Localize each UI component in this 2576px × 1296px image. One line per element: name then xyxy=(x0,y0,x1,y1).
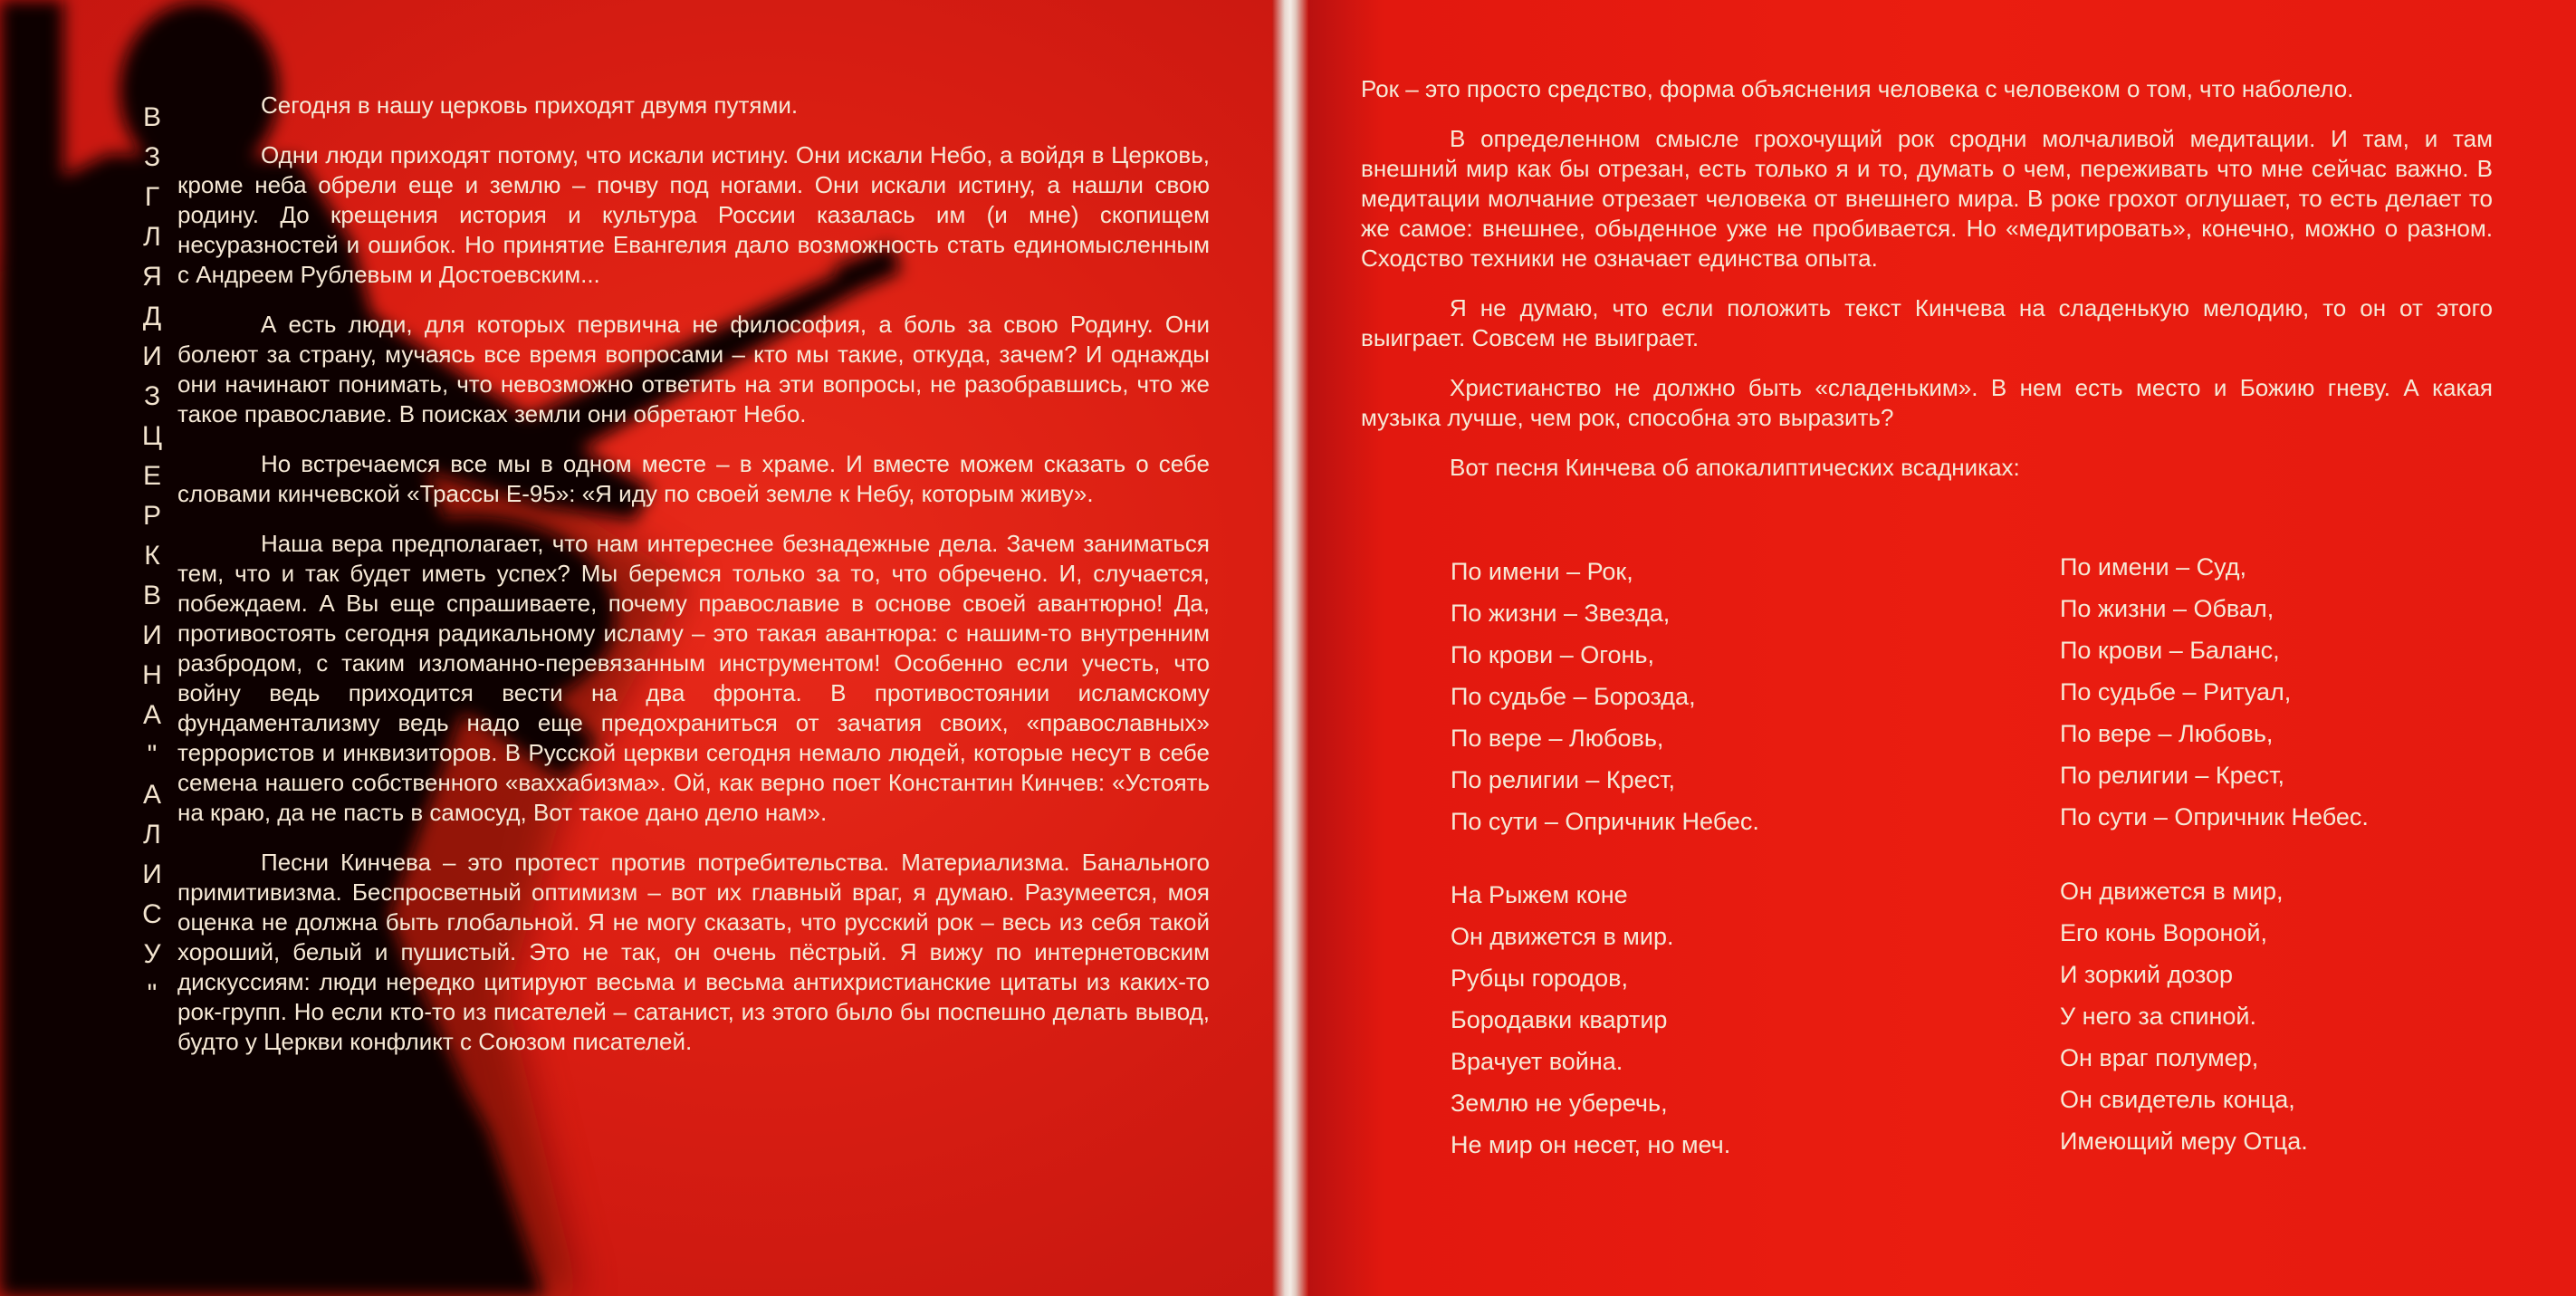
poem-line: По вере – Любовь, xyxy=(2060,720,2274,747)
poem-line: По судьбе – Борозда, xyxy=(1451,683,1696,710)
right-article-text xyxy=(1361,74,2493,503)
poem-line: У него за спиной. xyxy=(2060,1003,2256,1030)
poem-line: На Рыжем коне xyxy=(1451,881,1628,908)
vertical-title-letter: З xyxy=(143,142,161,172)
left-paragraph: А есть люди, для которых первична не философия, а боль за свою Родину. Они болеют за страну, мучаясь все время вопросами – кто мы такие, откуда, зачем? И однажды они начинают понимать, что невозможно ответить на эти вопросы, не разобравшись, что же такое православие. В поисках земли они обретают Небо. xyxy=(177,311,1210,427)
poem-line: По имени – Суд, xyxy=(2060,553,2246,581)
vertical-title-letter: У xyxy=(143,939,161,969)
vertical-title-letter: И xyxy=(142,341,162,371)
vertical-title xyxy=(134,98,170,1009)
poem-line: По религии – Крест, xyxy=(1451,766,1676,793)
vertical-title-letter: З xyxy=(143,381,161,411)
vertical-title-letter: Е xyxy=(142,461,161,491)
poem-line: Бородавки квартир xyxy=(1451,1006,1668,1033)
poem-line: Врачует война. xyxy=(1451,1048,1623,1075)
vertical-title-letter: Р xyxy=(142,501,161,531)
left-article-text xyxy=(177,91,1210,1077)
left-paragraph: Одни люди приходят потому, что искали истину. Они искали Небо, а войдя в Церковь, кроме неба обрели еще и землю – почву под ногами. Они искали истину, а нашли свою родину. До крещения история и культура России казалась им (и мне) скопищем несуразностей и ошибок. Но принятие Евангелия дало возможность стать единомысленным с Андреем Рублевым и Достоевским... xyxy=(177,141,1210,288)
poem-line: Он свидетель конца, xyxy=(2060,1086,2295,1113)
left-paragraph: Но встречаемся все мы в одном месте – в храме. И вместе можем сказать о себе словами кинчевской «Трассы Е-95»: «Я иду по своей земле к Небу, которым живу». xyxy=(177,450,1210,507)
vertical-title-letter: Ц xyxy=(141,421,163,451)
right-page xyxy=(1308,0,2576,1296)
vertical-title-letter: " xyxy=(147,979,158,1009)
poem-line: Он враг полумер, xyxy=(2060,1044,2259,1071)
poem-line: Его конь Вороной, xyxy=(2060,919,2267,946)
poem-line: Рубцы городов, xyxy=(1451,965,1628,992)
vertical-title-letter: Я xyxy=(142,262,162,292)
vertical-title-letter: " xyxy=(147,740,158,770)
poem-stanza-1-right xyxy=(2060,546,2369,838)
poem-stanza-1-left xyxy=(1451,551,1759,842)
poem-line: По крови – Огонь, xyxy=(1451,641,1654,668)
vertical-title-letter: В xyxy=(142,581,161,610)
poem-line: Он движется в мир. xyxy=(1451,923,1674,950)
vertical-title-letter: С xyxy=(142,899,162,929)
vertical-title-letter: Л xyxy=(143,222,161,252)
poem-line: По сути – Опричник Небес. xyxy=(1451,808,1759,835)
poem-line: Имеющий меру Отца. xyxy=(2060,1128,2308,1155)
vertical-title-letter: Н xyxy=(142,660,162,690)
vertical-title-letter: А xyxy=(142,700,161,730)
left-paragraph: Сегодня в нашу церковь приходят двумя путями. xyxy=(261,91,799,119)
poem-line: По религии – Крест, xyxy=(2060,762,2285,789)
poem-line: По вере – Любовь, xyxy=(1451,725,1664,752)
poem-stanza-2-left xyxy=(1451,874,1730,1166)
right-paragraph: Христианство не должно быть «сладеньким». В нем есть место и Божию гневу. А какая музыка лучше, чем рок, способна это выразить? xyxy=(1361,374,2493,431)
poem-stanza-2-right xyxy=(2060,870,2308,1162)
left-paragraph: Наша вера предполагает, что нам интереснее безнадежные дела. Зачем заниматься тем, что и так будет иметь успех? Мы беремся только за то, что обречено. И, случается, побеждаем. А Вы еще спрашиваете, почему православие в основе своей авантюрно! Да, противостоять сегодня радикальному исламу – это такая авантюра: с нашим-то внутренним разбродом, с таким изломанно-перевязанным инструментом! Особенно если учесть, что войну ведь приходится вести на два фронта. В противостоянии исламскому фундаментализму ведь надо еще предохраниться от зачатия своих, «православных» террористов и инквизиторов. В Русской церкви сегодня немало людей, которые несут в себе семена нашего собственного «ваххабизма». Ой, как верно поет Константин Кинчев: «Устоять на краю, да не пасть в самосуд, Вот такое дано дело нам». xyxy=(177,530,1210,826)
poem-line: По крови – Баланс, xyxy=(2060,637,2280,664)
poem-line: По имени – Рок, xyxy=(1451,558,1633,585)
poem-line: По судьбе – Ритуал, xyxy=(2060,678,2292,706)
vertical-title-letter: Д xyxy=(142,302,162,331)
right-paragraph: В определенном смысле грохочущий рок сродни молчаливой медитации. И там, и там внешний мир как бы отрезан, есть только я и то, думать о чем, переживать что мне сейчас важно. В медитации молчание отрезает человека от внешнего мира. В роке грохот оглушает, то есть делает то же самое: внешнее, обыденное уже не пробивается. Но «медитировать», конечно, можно о разном. Сходство техники не означает единства опыта. xyxy=(1361,125,2493,272)
vertical-title-letter: А xyxy=(142,780,161,810)
right-paragraph: Я не думаю, что если положить текст Кинчева на сладенькую мелодию, то он от этого выиграет. Совсем не выиграет. xyxy=(1361,294,2493,351)
poem-line: По жизни – Звезда, xyxy=(1451,600,1671,627)
poem-line: Землю не уберечь, xyxy=(1451,1090,1668,1117)
vertical-title-letter: Л xyxy=(143,820,161,850)
vertical-title-letter: И xyxy=(142,859,162,889)
right-paragraph: Вот песня Кинчева об апокалиптических всадниках: xyxy=(1450,454,2020,481)
vertical-title-letter: К xyxy=(144,541,160,571)
vertical-title-letter: В xyxy=(142,102,161,132)
poem-line: И зоркий дозор xyxy=(2060,961,2234,988)
poem-line: Он движется в мир, xyxy=(2060,878,2284,905)
left-page xyxy=(0,0,1272,1296)
poem-line: По сути – Опричник Небес. xyxy=(2060,803,2369,830)
poem-line: По жизни – Обвал, xyxy=(2060,595,2274,622)
vertical-title-letter: И xyxy=(142,620,162,650)
poem-line: Не мир он несет, но меч. xyxy=(1451,1131,1731,1158)
left-paragraph: Песни Кинчева – это протест против потребительства. Материализма. Банального примитивизма. Беспросветный оптимизм – вот их главный враг, я думаю. Разумеется, моя оценка не должна быть глобальной. Я не могу сказать, что русский рок – весь из себя такой хороший, белый и пушистый. Это не так, он очень пёстрый. Я вижу по интернетовским дискуссиям: люди нередко цитируют весьма и весьма антихристианские цитаты из каких-то рок-групп. Но если кто-то из писателей – сатанист, из этого было бы поспешно делать вывод, будто у Церкви конфликт с Союзом писателей. xyxy=(177,849,1210,1055)
right-paragraph: Рок – это просто средство, форма объяснения человека с человеком о том, что наболело. xyxy=(1361,75,2354,102)
vertical-title-letter: Г xyxy=(144,182,160,212)
booklet-fold xyxy=(1272,0,1308,1296)
